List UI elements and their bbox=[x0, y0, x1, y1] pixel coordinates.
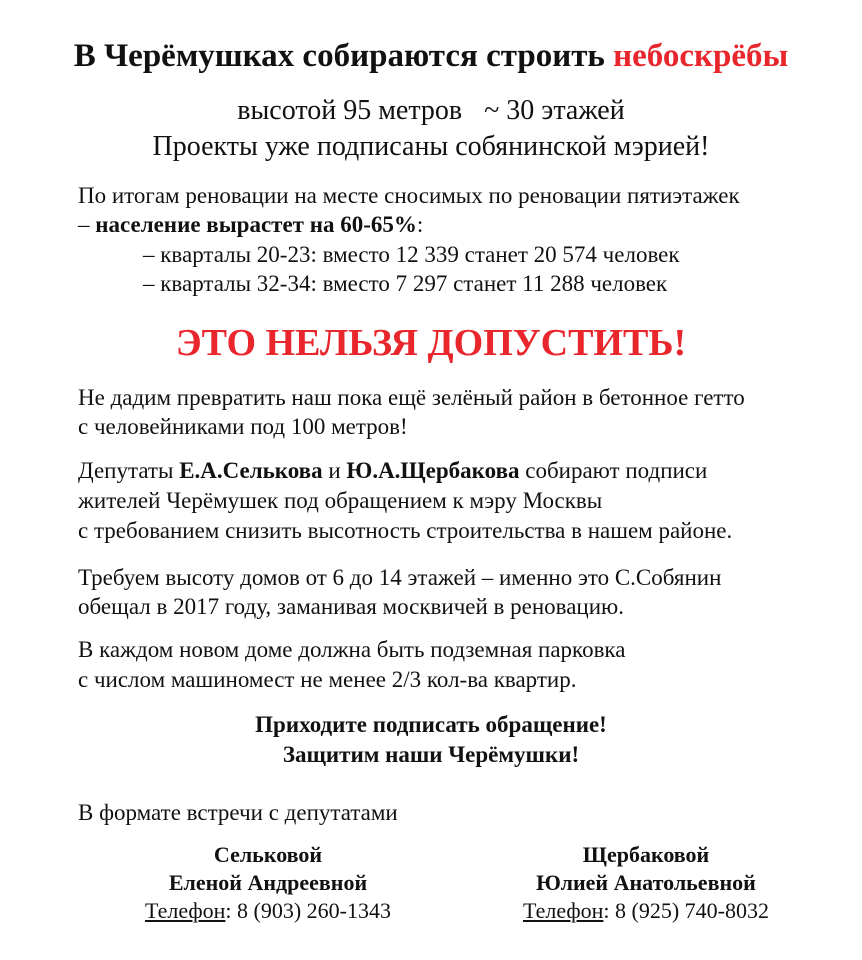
leaflet-title bbox=[0, 36, 862, 76]
contact-phone-line bbox=[118, 897, 418, 925]
deputy-name-1: Е.А.Селькова bbox=[179, 458, 323, 483]
population-growth: население вырастет на 60-65% bbox=[95, 212, 417, 237]
deputies-paragraph-line bbox=[78, 456, 707, 485]
contact-surname: Сельковой bbox=[213, 842, 323, 867]
parking-paragraph-line: с числом машиномест не менее 2/3 кол-ва квартир. bbox=[78, 667, 577, 692]
parking-paragraph-line: В каждом новом доме должна быть подземная парковка bbox=[78, 637, 626, 662]
title-main: В Черёмушках собираются строить bbox=[73, 38, 605, 74]
contact-name: Юлией Анатольевной bbox=[536, 870, 756, 895]
deputies-suffix: собирают подписи bbox=[519, 458, 708, 483]
renovation-dash: – bbox=[78, 212, 96, 237]
subtitle-projects: Проекты уже подписаны собянинской мэрией! bbox=[152, 131, 710, 162]
deputies-paragraph-line: жителей Черёмушек под обращением к мэру Москвы bbox=[78, 488, 603, 513]
title-highlight: небоскрёбы bbox=[613, 38, 789, 74]
green-paragraph-line: Не дадим превратить наш пока ещё зелёный район в бетонное гетто bbox=[78, 385, 745, 410]
slogan: ЭТО НЕЛЬЗЯ ДОПУСТИТЬ! bbox=[175, 322, 687, 364]
subtitle-floors: ~ 30 этажей bbox=[484, 95, 625, 126]
phone-number: : 8 (925) 740-8032 bbox=[603, 898, 769, 923]
call-to-action-line: Приходите подписать обращение! bbox=[255, 712, 607, 737]
phone-label: Телефон bbox=[145, 898, 226, 923]
height-paragraph-line: обещал в 2017 году, заманивая москвичей в реновацию. bbox=[78, 594, 624, 619]
green-paragraph-line: с человейниками под 100 метров! bbox=[78, 414, 408, 439]
deputies-and: и bbox=[322, 458, 347, 483]
renovation-line-1: По итогам реновации на месте сносимых по реновации пятиэтажек bbox=[78, 183, 740, 208]
contact-card-shcherbakova bbox=[496, 841, 796, 925]
contact-name: Еленой Андреевной bbox=[168, 870, 368, 895]
renovation-colon: : bbox=[416, 212, 424, 237]
contact-card-selkova bbox=[118, 841, 418, 925]
phone-label: Телефон bbox=[523, 898, 604, 923]
deputies-prefix: Депутаты bbox=[78, 458, 180, 483]
quarter-item: – кварталы 20-23: вместо 12 339 станет 20 574 человек bbox=[143, 242, 680, 267]
subtitle-height-line bbox=[0, 94, 862, 128]
call-to-action-line: Защитим наши Черёмушки! bbox=[282, 742, 580, 767]
deputies-paragraph-line: с требованием снизить высотность строительства в нашем районе. bbox=[78, 518, 733, 543]
meeting-intro: В формате встречи с депутатами bbox=[78, 800, 398, 825]
contact-phone-line bbox=[496, 897, 796, 925]
deputy-name-2: Ю.А.Щербакова bbox=[346, 458, 520, 483]
height-paragraph-line: Требуем высоту домов от 6 до 14 этажей – именно это С.Собянин bbox=[78, 565, 722, 590]
subtitle-height: высотой 95 метров bbox=[237, 95, 463, 126]
contact-surname: Щербаковой bbox=[582, 842, 710, 867]
renovation-line-2 bbox=[78, 210, 423, 239]
phone-number: : 8 (903) 260-1343 bbox=[225, 898, 391, 923]
quarter-item: – кварталы 32-34: вместо 7 297 станет 11 288 человек bbox=[143, 271, 668, 296]
